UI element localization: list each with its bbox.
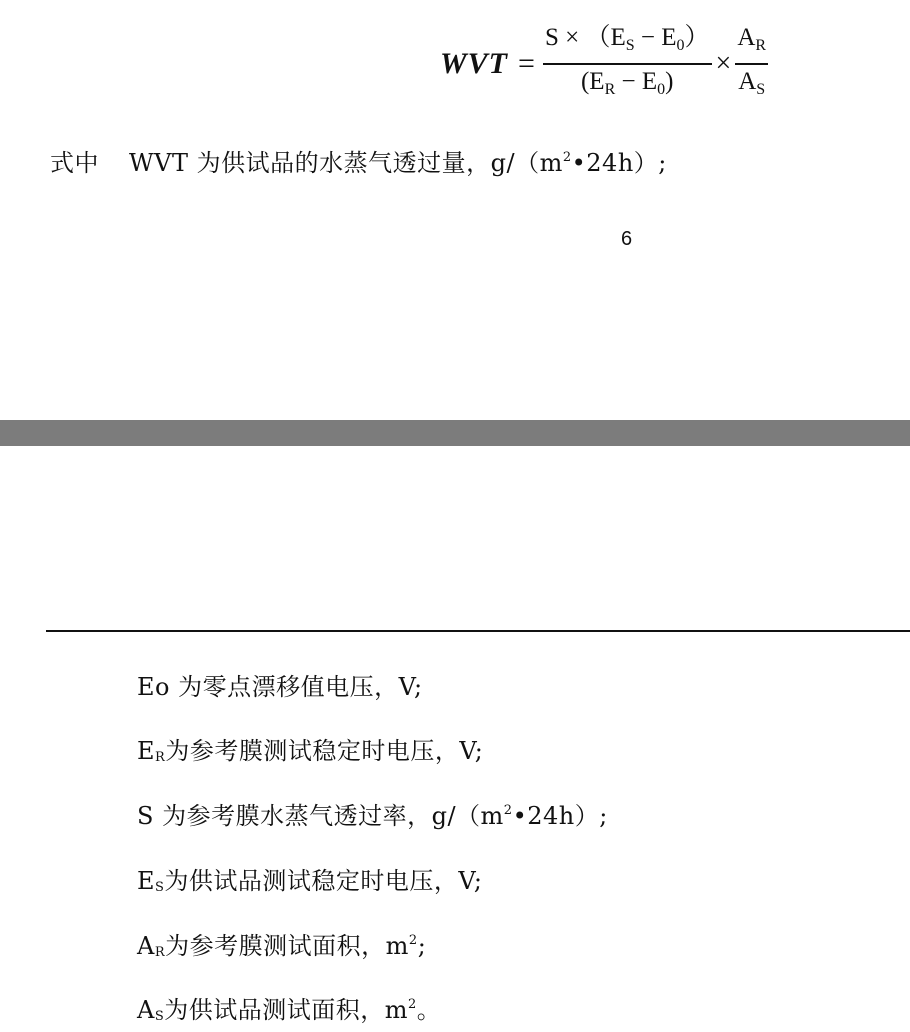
- definition-ar: AR为参考膜测试面积，$m^2$;: [137, 932, 427, 960]
- formula-intro-line: 式中 WVT 为供试品的水蒸气透过量，$g/(m^2•24h)$;: [50, 149, 667, 177]
- formula-main-fraction: [543, 22, 712, 106]
- page-break-band: [0, 420, 910, 446]
- definition-er: ER为参考膜测试稳定时电压，V;: [137, 737, 484, 765]
- definition-s: S 为参考膜水蒸气透过率，$g/(m^2•24h)$;: [137, 802, 608, 830]
- fraction-bar: [735, 63, 768, 65]
- definition-es: ES为供试品测试稳定时电压，V;: [137, 867, 483, 895]
- intro-text: WVT 为供试品的水蒸气透过量，g/（m: [129, 149, 563, 177]
- formula-area-fraction: [735, 22, 768, 106]
- formula-numerator: $S \times (E_S - E_0)$: [544, 24, 710, 54]
- wvt-formula: [440, 24, 768, 104]
- formula-times: ×: [715, 48, 732, 79]
- definition-as: AS为供试品测试面积，$m^2$。: [137, 996, 442, 1024]
- formula-lhs: WVT: [440, 47, 509, 80]
- page-number: 6: [621, 228, 633, 250]
- intro-lead: 式中: [50, 149, 99, 177]
- area-numerator: $A_R$: [737, 24, 767, 54]
- formula-denominator: $(E_R - E_0)$: [580, 68, 674, 98]
- definition-e0: Eo 为零点漂移值电压，V;: [137, 673, 423, 701]
- fraction-bar: [543, 63, 712, 65]
- area-denominator: $A_S$: [738, 68, 766, 98]
- header-rule: [46, 630, 910, 632]
- formula-equals: =: [518, 47, 535, 80]
